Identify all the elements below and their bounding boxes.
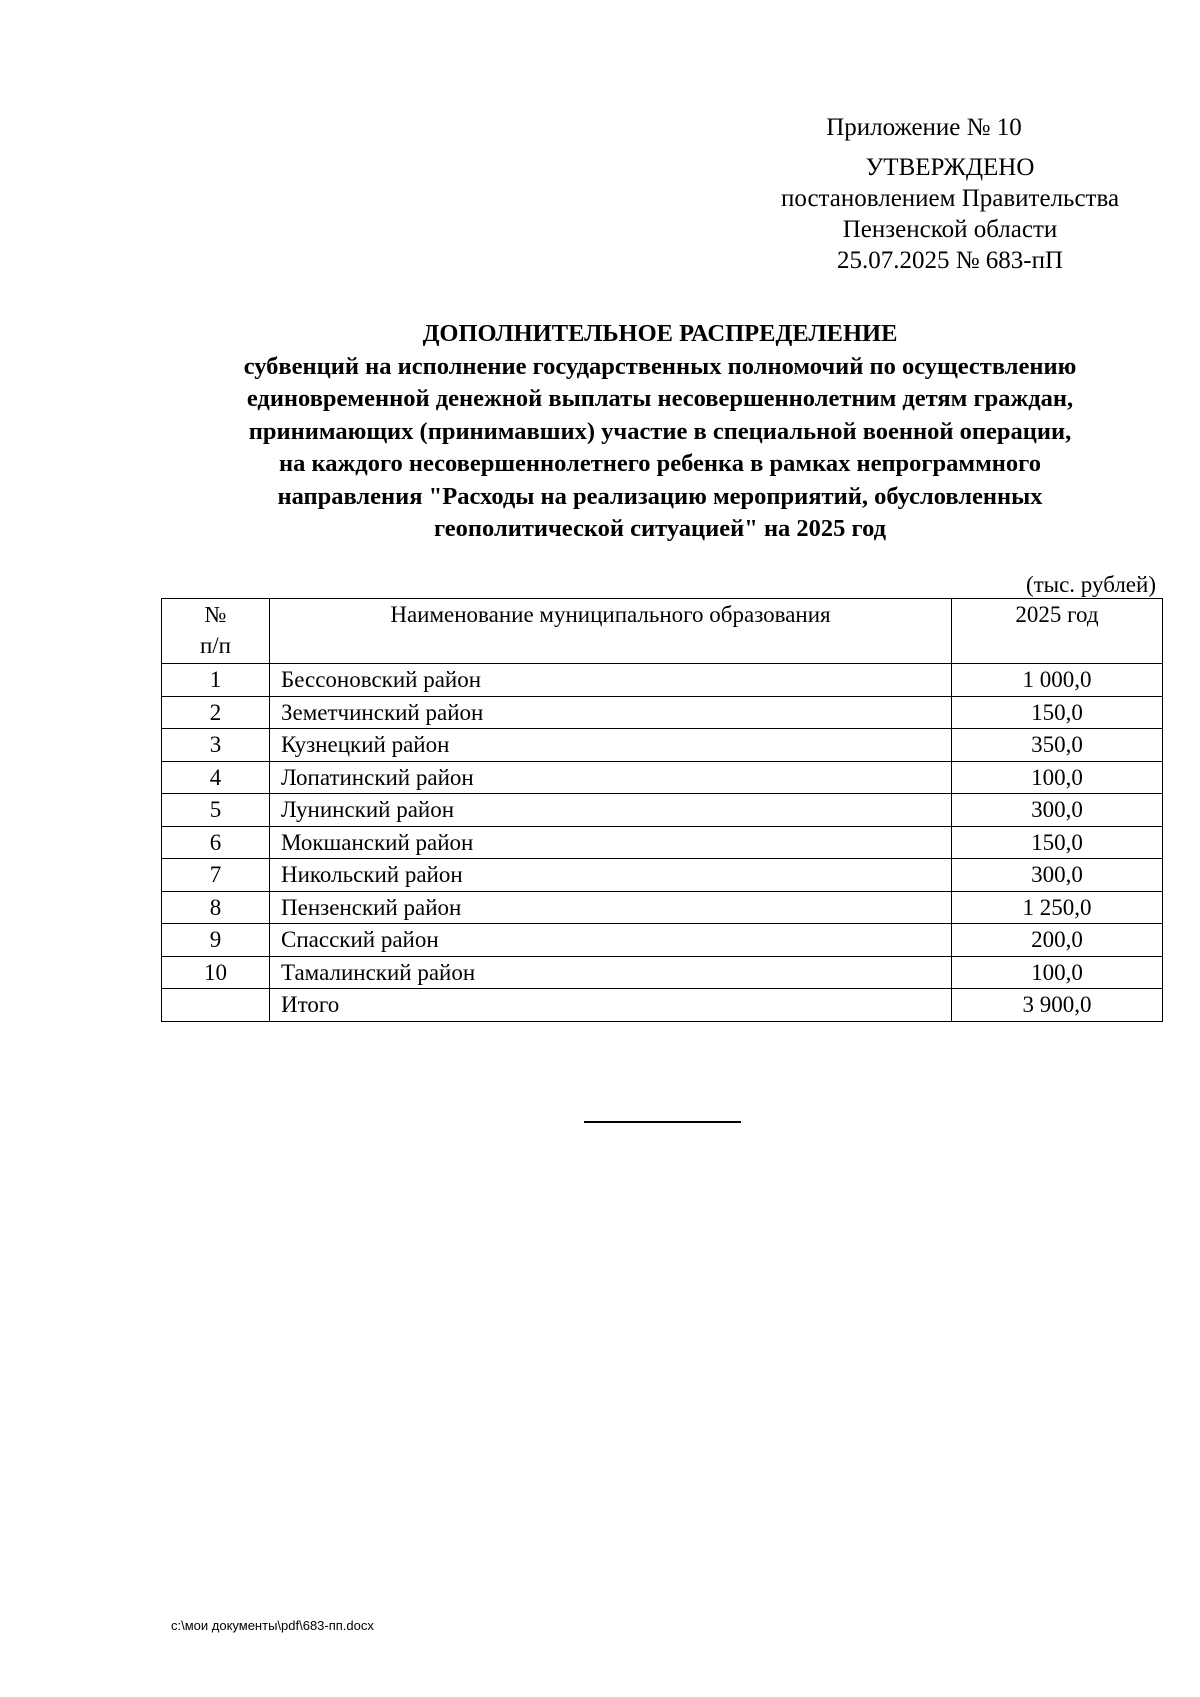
title-line: принимающих (принимавших) участие в специальной военной операции,	[248, 417, 1072, 445]
header-number-line: №	[204, 602, 227, 627]
row-value-cell: 1 250,0	[952, 891, 1163, 924]
title-line: единовременной денежной выплаты несовершеннолетним детям граждан,	[246, 385, 1074, 412]
table-row	[162, 729, 1163, 762]
row-value-cell: 100,0	[952, 761, 1163, 794]
row-number-cell: 5	[162, 794, 270, 827]
row-name-cell: Кузнецкий район	[270, 729, 952, 762]
row-number-cell: 8	[162, 891, 270, 924]
row-name-cell: Лунинский район	[270, 794, 952, 827]
table-total-row	[162, 989, 1163, 1022]
title-line: геополитической ситуацией" на 2025 год	[433, 515, 887, 542]
table-row	[162, 761, 1163, 794]
title-line: субвенций на исполнение государственных полномочий по осуществлению	[243, 352, 1077, 380]
distribution-table	[161, 598, 1163, 1022]
row-value-cell: 150,0	[952, 696, 1163, 729]
title-line: направления "Расходы на реализацию мероприятий, обусловленных	[277, 482, 1043, 510]
table-row	[162, 826, 1163, 859]
row-number-cell: 3	[162, 729, 270, 762]
table-header-row	[162, 599, 1163, 664]
table-row	[162, 794, 1163, 827]
row-number-cell: 6	[162, 826, 270, 859]
row-number-cell: 4	[162, 761, 270, 794]
row-value-cell: 350,0	[952, 729, 1163, 762]
header-number	[162, 599, 270, 664]
table-row	[162, 924, 1163, 957]
table-row	[162, 891, 1163, 924]
header-name: Наименование муниципального образования	[270, 599, 952, 664]
row-name-cell: Итого	[270, 989, 952, 1022]
row-number-cell: 1	[162, 664, 270, 697]
table-row	[162, 664, 1163, 697]
divider-line	[584, 1121, 741, 1123]
row-number-cell: 7	[162, 859, 270, 892]
table-row	[162, 696, 1163, 729]
row-value-cell: 3 900,0	[952, 989, 1163, 1022]
row-value-cell: 200,0	[952, 924, 1163, 957]
row-name-cell: Спасский район	[270, 924, 952, 957]
approved-date-number: 25.07.2025 № 683-пП	[836, 247, 1064, 274]
approval-block	[700, 112, 1200, 276]
approved-region-line: Пензенской области	[842, 216, 1058, 243]
row-name-cell: Тамалинский район	[270, 956, 952, 989]
unit-label: (тыс. рублей)	[1025, 572, 1156, 597]
row-value-cell: 100,0	[952, 956, 1163, 989]
title-line: на каждого несовершеннолетнего ребенка в рамках непрограммного	[279, 450, 1041, 477]
table-row	[162, 956, 1163, 989]
file-path-footer: c:\мои документы\pdf\683-пп.docx	[171, 1618, 374, 1633]
appendix-number: Приложение № 10	[826, 114, 1022, 141]
row-value-cell: 300,0	[952, 859, 1163, 892]
approved-by-line: постановлением Правительства	[780, 185, 1120, 212]
row-value-cell: 150,0	[952, 826, 1163, 859]
row-name-cell: Бессоновский район	[270, 664, 952, 697]
row-name-cell: Пензенский район	[270, 891, 952, 924]
table-row	[162, 859, 1163, 892]
row-name-cell: Никольский район	[270, 859, 952, 892]
row-number-cell: 9	[162, 924, 270, 957]
approved-label: УТВЕРЖДЕНО	[865, 154, 1035, 181]
row-number-cell: 2	[162, 696, 270, 729]
row-value-cell: 1 000,0	[952, 664, 1163, 697]
row-name-cell: Лопатинский район	[270, 761, 952, 794]
header-number-line: п/п	[199, 633, 231, 658]
header-year: 2025 год	[952, 599, 1163, 664]
document-title	[150, 318, 1170, 546]
title-line: ДОПОЛНИТЕЛЬНОЕ РАСПРЕДЕЛЕНИЕ	[422, 320, 898, 347]
row-name-cell: Земетчинский район	[270, 696, 952, 729]
row-value-cell: 300,0	[952, 794, 1163, 827]
row-name-cell: Мокшанский район	[270, 826, 952, 859]
row-number-cell: 10	[162, 956, 270, 989]
row-number-cell	[162, 989, 270, 1022]
